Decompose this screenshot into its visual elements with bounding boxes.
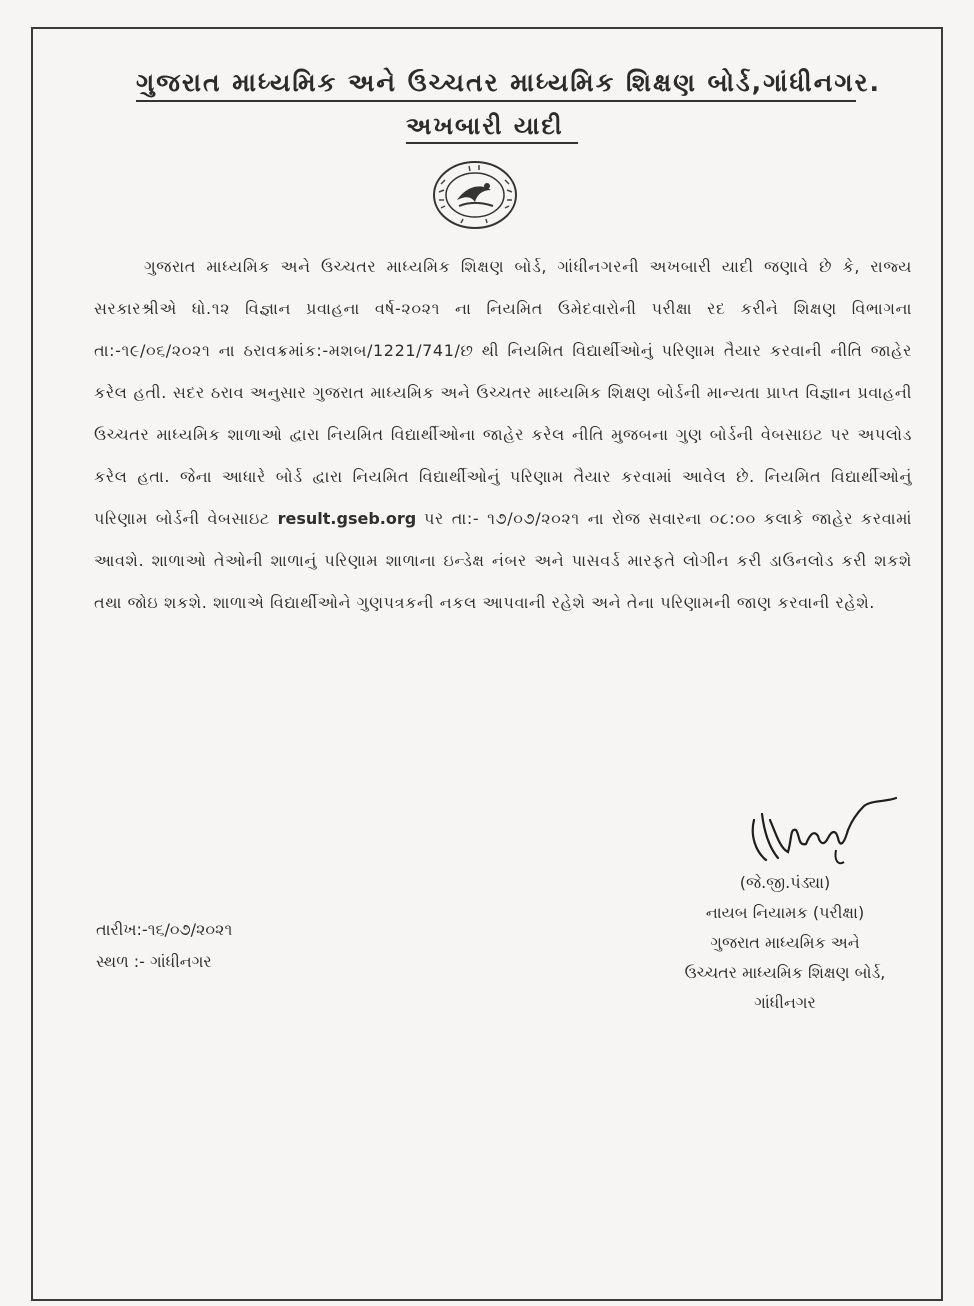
issue-date: તારીખ:-૧૬/૦૭/૨૦૨૧ bbox=[96, 920, 233, 939]
handwritten-signature bbox=[740, 790, 900, 870]
signatory-org-line-1: ગુજરાત માધ્યમિક અને bbox=[710, 933, 860, 952]
signatory-org-line-2: ઉચ્ચતર માધ્યમિક શિક્ષણ બોર્ડ, bbox=[684, 963, 886, 982]
press-release-heading bbox=[406, 112, 564, 140]
result-website-link[interactable]: result.gseb.org bbox=[277, 509, 417, 528]
document-title-text: ગુજરાત માધ્યમિક અને ઉચ્ચતર માધ્યમિક શિક્ષણ બોર્ડ,ગાંધીનગર. bbox=[136, 68, 881, 97]
issue-place: સ્થળ :- ગાંધીનગર bbox=[96, 952, 212, 971]
date-place-block bbox=[96, 914, 232, 978]
signatory-city: ગાંધીનગર bbox=[754, 993, 816, 1012]
press-release-body bbox=[94, 246, 912, 624]
press-release-heading-text: અખબારી યાદી bbox=[406, 112, 564, 140]
document-title bbox=[136, 68, 881, 98]
subtitle-underline bbox=[406, 142, 578, 144]
body-text-part-2: પર તા:- ૧૭/૦૭/૨૦૨૧ ના રોજ સવારના ૦૮:૦૦ કલાકે જાહેર કરવામાં આવશે. શાળાઓ તેઓની શાળાનું પરિણામ શાળાના ઇન્ડેક્ષ નંબર અને પાસવર્ડ મારફતે લોગીન કરી ડાઉનલોડ કરી શકશે તથા જોઇ શકશે. શાળાએ વિદ્યાર્થીઓને ગુણપત્રકની નકલ આપવાની રહેશે અને તેના પરિણામની જાણ કરવાની રહેશે. bbox=[94, 509, 912, 612]
signatory-designation: નાયબ નિયામક (પરીક્ષા) bbox=[705, 903, 865, 922]
board-seal-icon bbox=[429, 160, 521, 230]
body-text-part-1: ગુજરાત માધ્યમિક અને ઉચ્ચતર માધ્યમિક શિક્ષણ બોર્ડ, ગાંધીનગરની અખબારી યાદી જણાવે છે કે, રાજ્ય સરકારશ્રીએ ધો.૧૨ વિજ્ઞાન પ્રવાહના વર્ષ-૨૦૨૧ ના નિયમિત ઉમેદવારોની પરીક્ષા રદ કરીને શિક્ષણ વિભાગના તા:-૧૯/૦૬/૨૦૨૧ ના ઠરાવક્રમાંક:-મશબ/1221/741/છ થી નિયમિત વિદ્યાર્થીઓનું પરિણામ તૈયાર કરવાની નીતિ જાહેર કરેલ હતી. સદર ઠરાવ અનુસાર ગુજરાત માધ્યમિક અને ઉચ્ચતર માધ્યમિક શિક્ષણ બોર્ડની માન્યતા પ્રાપ્ત વિજ્ઞાન પ્રવાહની ઉચ્ચતર માધ્યમિક શાળાઓ દ્વારા નિયમિત વિદ્યાર્થીઓના જાહેર કરેલ નીતિ મુજબના ગુણ બોર્ડની વેબસાઇટ પર અપલોડ કરેલ હતા. જેના આધારે બોર્ડ દ્વારા નિયમિત વિદ્યાર્થીઓનું પરિણામ તૈયાર કરવામાં આવેલ છે. નિયમિત વિદ્યાર્થીઓનું પરિણામ બોર્ડની વેબસાઇટ bbox=[94, 257, 912, 528]
title-underline bbox=[136, 100, 856, 102]
signatory-block bbox=[640, 868, 930, 1018]
signatory-name: (જે.જી.પંડ્યા) bbox=[739, 873, 831, 892]
